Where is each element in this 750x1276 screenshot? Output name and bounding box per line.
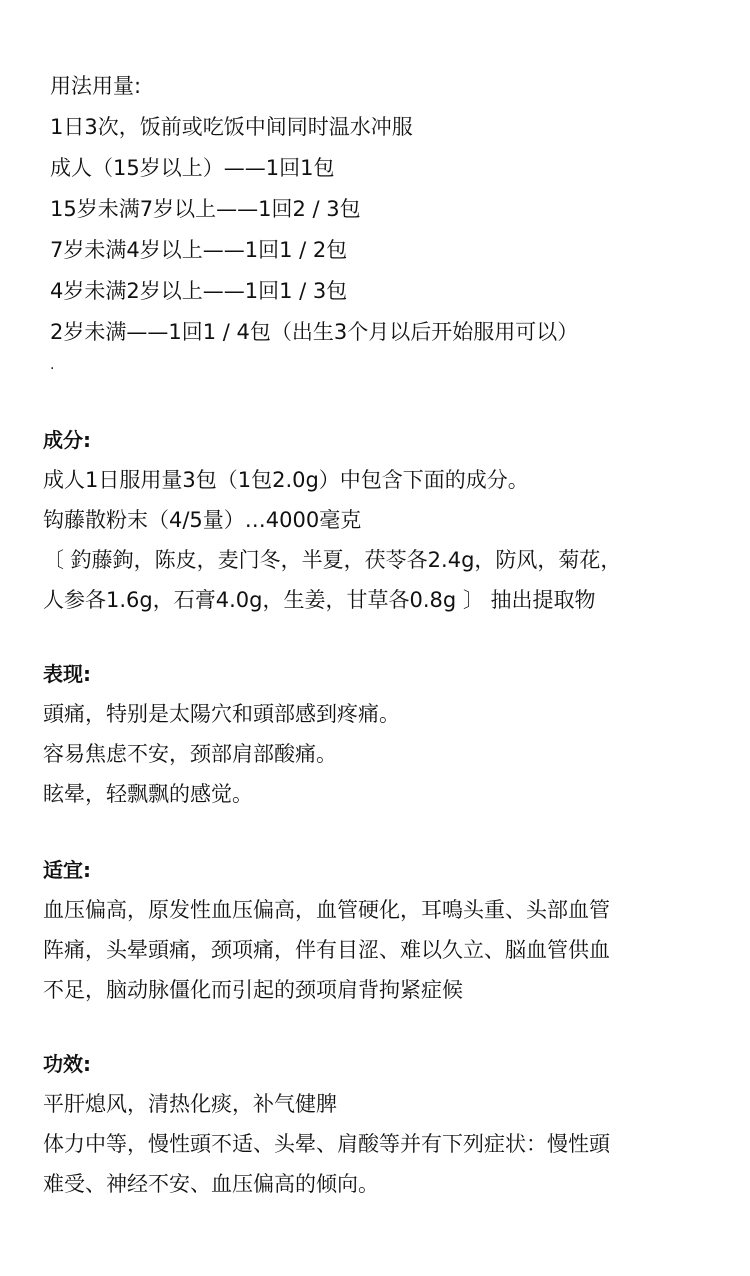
symptoms-line: 眩晕，轻飘飘的感觉。 [43, 782, 253, 806]
efficacy-line: 体力中等，慢性頭不适、头晕、肩酸等并有下列症状：慢性頭 [43, 1132, 610, 1156]
efficacy-section [43, 1044, 723, 1204]
ingredients-line: 成人1日服用量3包（1包2.0g）中包含下面的成分。 [43, 468, 529, 492]
ingredients-line: 人参各1.6g，石膏4.0g，生姜，甘草各0.8g 〕 抽出提取物 [43, 588, 596, 612]
usage-heading: 用法用量: [50, 74, 142, 98]
symptoms-line: 容易焦虑不安，颈部肩部酸痛。 [43, 742, 337, 766]
efficacy-heading: 功效: [43, 1052, 91, 1076]
usage-line: 成人（15岁以上）——1回1包 [50, 156, 335, 180]
symptoms-section [43, 654, 723, 814]
usage-line: 1日3次，饭前或吃饭中间同时温水冲服 [50, 115, 413, 139]
ingredients-heading: 成分: [43, 428, 91, 452]
usage-line: 2岁未满——1回1 / 4包（出生3个月以后开始服用可以） [50, 320, 579, 344]
suitable-line: 血压偏高，原发性血压偏高，血管硬化，耳鳴头重、头部血管 [43, 898, 610, 922]
usage-line: 15岁未满7岁以上——1回2 / 3包 [50, 197, 361, 221]
usage-line: 7岁未满4岁以上——1回1 / 2包 [50, 238, 348, 262]
usage-section [50, 66, 730, 375]
trailing-dot: . [50, 357, 55, 373]
suitable-line: 不足，脑动脉僵化而引起的颈项肩背拘紧症候 [43, 978, 463, 1002]
symptoms-line: 頭痛，特别是太陽穴和頭部感到疼痛。 [43, 702, 400, 726]
ingredients-line: 钩藤散粉末（4/5量）…4000毫克 [43, 508, 362, 532]
symptoms-heading: 表现: [43, 662, 91, 686]
ingredients-line: 〔 釣藤鉤，陈皮，麦门冬，半夏，茯苓各2.4g，防风，菊花， [43, 548, 622, 572]
suitable-section [43, 850, 723, 1010]
efficacy-line: 平肝熄风，清热化痰，补气健脾 [43, 1092, 337, 1116]
usage-line: 4岁未满2岁以上——1回1 / 3包 [50, 279, 348, 303]
suitable-line: 阵痛，头晕頭痛，颈项痛，伴有目涩、难以久立、脳血管供血 [43, 938, 610, 962]
efficacy-line: 难受、神经不安、血压偏高的倾向。 [43, 1172, 379, 1196]
ingredients-section [43, 420, 723, 620]
suitable-heading: 适宜: [43, 858, 91, 882]
